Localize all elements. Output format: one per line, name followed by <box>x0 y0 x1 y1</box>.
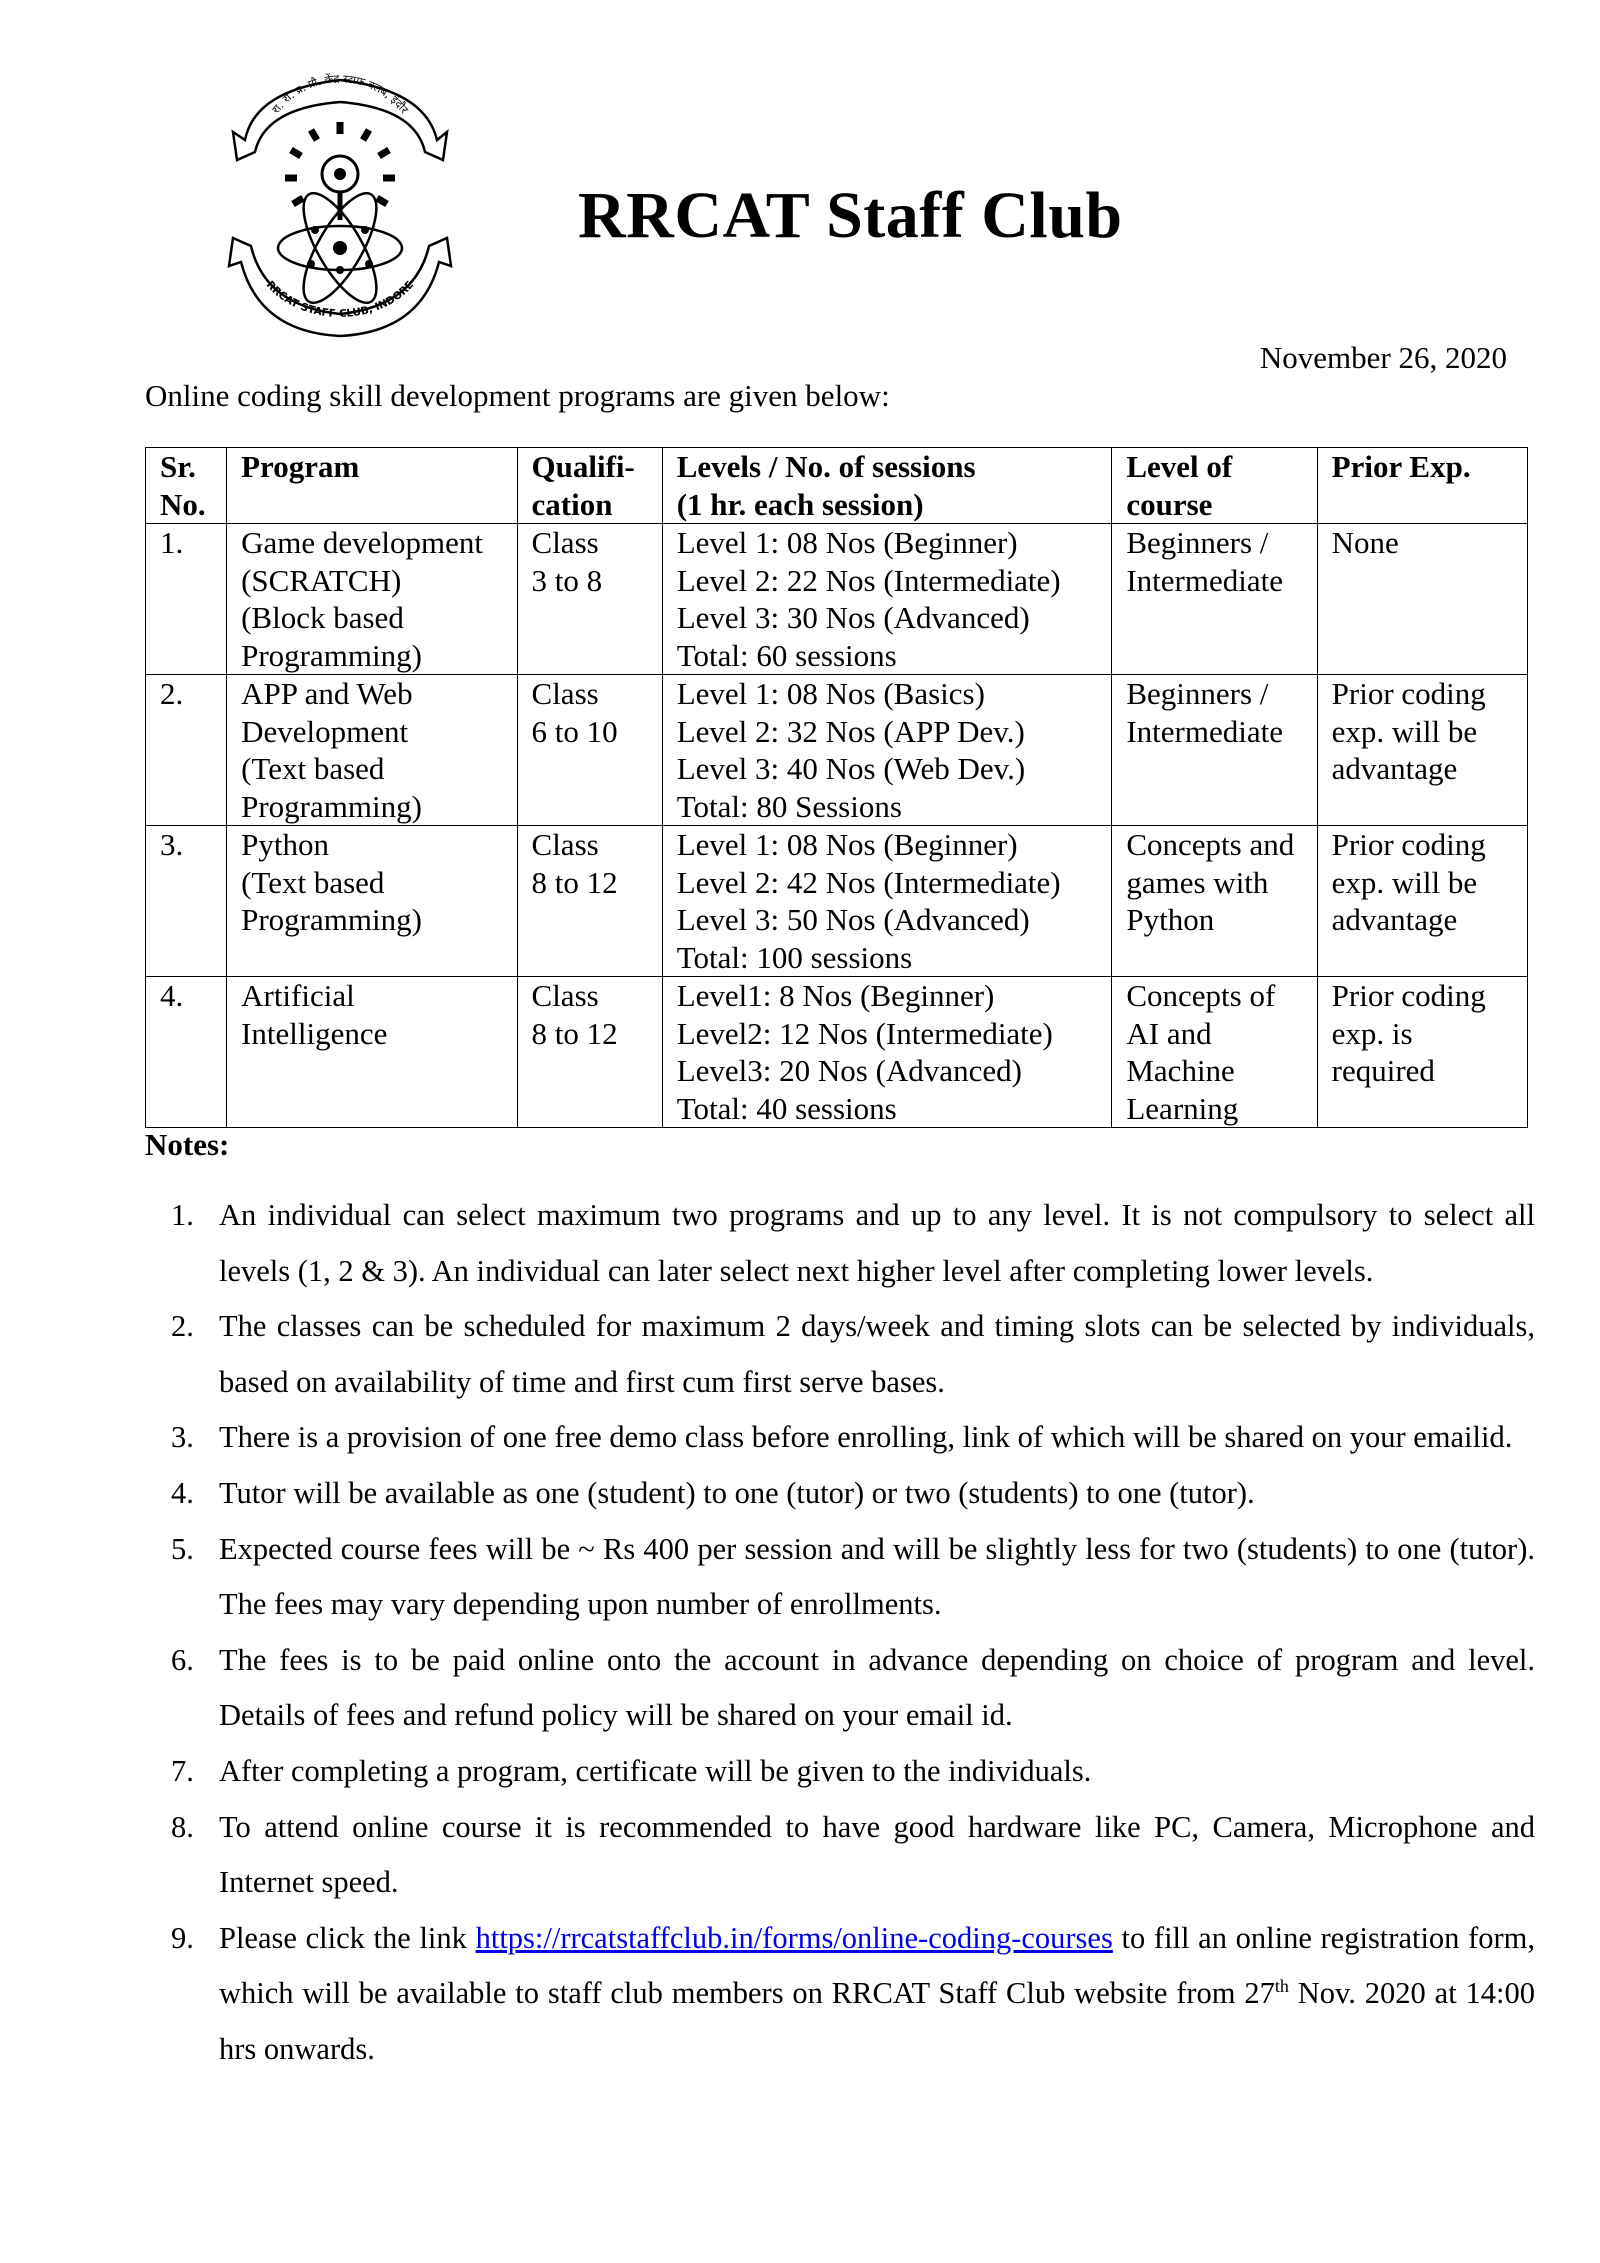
cell-level-of-course: Beginners / Intermediate <box>1112 675 1317 826</box>
note-text-mid: to fill an online registration form, which will be available to staff club members on RRCAT Staff Club website from 27 <box>219 1920 1536 2011</box>
header-prior-exp: Prior Exp. <box>1317 448 1527 524</box>
notes-list <box>145 1188 1535 2078</box>
note-number: 7. <box>171 1753 194 1788</box>
header-levels: Levels / No. of sessions (1 hr. each session) <box>662 448 1112 524</box>
cell-program: Python (Text based Programming) <box>227 826 517 977</box>
list-item <box>145 1299 1535 1410</box>
note-number: 8. <box>171 1809 194 1844</box>
note-number: 2. <box>171 1309 194 1344</box>
note-text: To attend online course it is recommended to have good hardware like PC, Camera, Microphone and Internet speed. <box>219 1809 1535 1900</box>
cell-qualification: Class 6 to 10 <box>517 675 662 826</box>
cell-level-of-course: Concepts and games with Python <box>1112 826 1317 977</box>
table-row <box>146 524 1528 675</box>
svg-text:रा. रा. प्र. प्रौ. केंद्र स्टा: रा. रा. प्र. प्रौ. केंद्र स्टाफ क्लब, इंदौर <box>269 72 411 117</box>
notes-heading: Notes: <box>145 1127 230 1162</box>
cell-qualification: Class 8 to 12 <box>517 977 662 1128</box>
ordinal-suffix: th <box>1274 1976 1289 1997</box>
document-date: November 26, 2020 <box>1259 340 1507 375</box>
note-text: There is a provision of one free demo class before enrolling, link of which will be shared on your emailid. <box>219 1420 1513 1455</box>
cell-levels: Level 1: 08 Nos (Basics) Level 2: 32 Nos (APP Dev.) Level 3: 40 Nos (Web Dev.) Total: 80 Sessions <box>662 675 1112 826</box>
cell-levels: Level 1: 08 Nos (Beginner) Level 2: 42 Nos (Intermediate) Level 3: 50 Nos (Advanced) Total: 100 sessions <box>662 826 1112 977</box>
cell-prior-exp: None <box>1317 524 1527 675</box>
note-text-post: Nov. 2020 at 14:00 hrs onwards. <box>219 1976 1536 2066</box>
note-text: The classes can be scheduled for maximum 2 days/week and timing slots can be selected by individuals, based on availability of time and first cum first serve bases. <box>219 1309 1535 1399</box>
list-item <box>145 1466 1535 1522</box>
list-item <box>145 1522 1535 1633</box>
list-item <box>145 1911 1535 2078</box>
header-sr-no: Sr. No. <box>146 448 227 524</box>
cell-level-of-course: Beginners / Intermediate <box>1112 524 1317 675</box>
cell-qualification: Class 8 to 12 <box>517 826 662 977</box>
header-level-of-course: Level of course <box>1112 448 1317 524</box>
note-text: After completing a program, certificate will be given to the individuals. <box>219 1753 1092 1788</box>
registration-link[interactable]: https://rrcatstaffclub.in/forms/online-coding-courses <box>475 1920 1113 1955</box>
cell-program: APP and Web Development (Text based Programming) <box>227 675 517 826</box>
table-header-row <box>146 448 1528 524</box>
list-item <box>145 1188 1535 1299</box>
note-text: An individual can select maximum two programs and up to any level. It is not compulsory to select all levels (1, 2 & 3). An individual can later select next higher level after completing lower levels. <box>219 1198 1535 1288</box>
page-title: RRCAT Staff Club <box>578 179 1123 252</box>
note-text: Tutor will be available as one (student) to one (tutor) or two (students) to one (tutor). <box>219 1475 1255 1510</box>
cell-levels: Level 1: 08 Nos (Beginner) Level 2: 22 Nos (Intermediate) Level 3: 30 Nos (Advanced) Total: 60 sessions <box>662 524 1112 675</box>
cell-sr: 2. <box>146 675 227 826</box>
list-item <box>145 1410 1535 1466</box>
table-row <box>146 675 1528 826</box>
intro-text: Online coding skill development programs are given below: <box>145 378 890 413</box>
note-number: 4. <box>171 1475 194 1510</box>
programs-table <box>145 447 1528 1128</box>
cell-prior-exp: Prior coding exp. will be advantage <box>1317 675 1527 826</box>
cell-program: Game development (SCRATCH) (Block based Programming) <box>227 524 517 675</box>
table-row <box>146 826 1528 977</box>
list-item <box>145 1800 1535 1911</box>
note-number: 6. <box>171 1642 194 1677</box>
table-row <box>146 977 1528 1128</box>
list-item <box>145 1633 1535 1744</box>
header-program: Program <box>227 448 517 524</box>
cell-levels: Level1: 8 Nos (Beginner) Level2: 12 Nos (Intermediate) Level3: 20 Nos (Advanced) Total: 40 sessions <box>662 977 1112 1128</box>
rrcat-staff-club-logo <box>225 70 455 340</box>
list-item <box>145 1744 1535 1800</box>
cell-sr: 3. <box>146 826 227 977</box>
cell-prior-exp: Prior coding exp. is required <box>1317 977 1527 1128</box>
svg-text:RRCAT STAFF CLUB, INDORE: RRCAT STAFF CLUB, INDORE <box>263 278 417 320</box>
note-text: The fees is to be paid online onto the account in advance depending on choice of program and level. Details of fees and refund policy will be shared on your email id. <box>219 1642 1535 1733</box>
cell-program: Artificial Intelligence <box>227 977 517 1128</box>
note-text: Expected course fees will be ~ Rs 400 per session and will be slightly less for two (students) to one (tutor). The fees may vary depending upon number of enrollments. <box>219 1531 1535 1622</box>
note-number: 5. <box>171 1531 194 1566</box>
cell-sr: 1. <box>146 524 227 675</box>
note-number: 9. <box>171 1920 194 1955</box>
note-number: 1. <box>171 1198 194 1232</box>
cell-prior-exp: Prior coding exp. will be advantage <box>1317 826 1527 977</box>
cell-level-of-course: Concepts of AI and Machine Learning <box>1112 977 1317 1128</box>
cell-qualification: Class 3 to 8 <box>517 524 662 675</box>
header-qualification: Qualifi- cation <box>517 448 662 524</box>
cell-sr: 4. <box>146 977 227 1128</box>
note-number: 3. <box>171 1420 194 1455</box>
note-text-pre: Please click the link <box>219 1920 467 1955</box>
